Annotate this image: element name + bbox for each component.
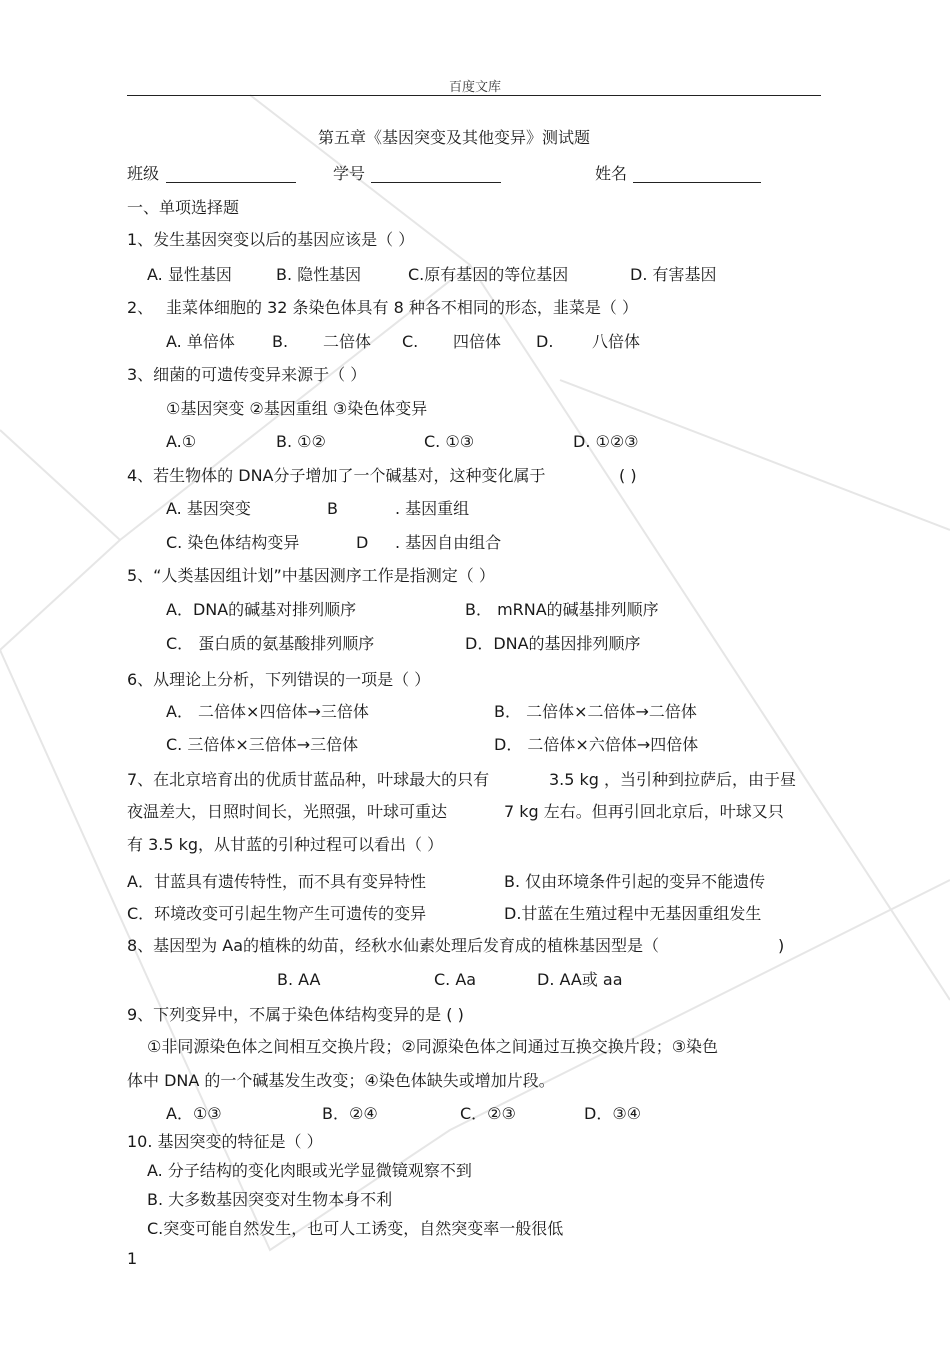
q7-line3: 有 3.5 kg，从甘蓝的引种过程可以看出（ ） [127, 835, 444, 854]
q5-option-d: D．DNA的基因排列顺序 [465, 634, 641, 653]
student-id-blank [371, 168, 501, 183]
q10-option-c: C.突变可能自然发生，也可人工诱变，自然突变率一般很低 [147, 1219, 564, 1238]
section-heading: 一、单项选择题 [127, 198, 240, 217]
q6-stem: 6、从理论上分析，下列错误的一项是（ ） [127, 670, 431, 689]
q6-option-b: B． 二倍体×二倍体→二倍体 [494, 702, 697, 721]
header-rule [127, 95, 821, 96]
q4-option-d-text: . 基因自由组合 [395, 533, 502, 552]
q9-stem: 9、下列变异中，不属于染色体结构变异的是 ( ) [127, 1005, 464, 1024]
q3-option-d: D. ①②③ [573, 432, 639, 451]
q4-option-a: A. 基因突变 [166, 499, 251, 518]
q3-option-b: B. ①② [276, 432, 326, 451]
page-title: 第五章《基因突变及其他变异》测试题 [318, 128, 591, 147]
q4-option-b: B [327, 499, 338, 518]
name-label: 姓名 [595, 164, 628, 183]
q5-option-b: B． mRNA的碱基排列顺序 [465, 600, 659, 619]
q8-option-d: D. AA或 aa [537, 970, 623, 989]
header-site-name: 百度文库 [448, 80, 501, 95]
q2-number: 2、 [127, 298, 154, 317]
class-label: 班级 [127, 164, 160, 183]
q2-option-b-text: 二倍体 [323, 332, 372, 351]
q4-option-d: D [356, 533, 369, 552]
q7-option-c: C．环境改变可引起生物产生可遗传的变异 [127, 904, 427, 923]
q1-stem: 1、发生基因突变以后的基因应该是（ ） [127, 230, 415, 249]
q7-line1: 7、在北京培育出的优质甘蓝品种，叶球最大的只有 [127, 770, 490, 789]
q2-option-a: A. 单倍体 [166, 332, 235, 351]
q4-paren: ( ) [619, 466, 637, 485]
q3-option-a: A.① [166, 432, 197, 451]
class-blank [166, 168, 296, 183]
q6-option-c: C. 三倍体×三倍体→三倍体 [166, 735, 359, 754]
q2-option-d-text: 八倍体 [592, 332, 641, 351]
q7-line1-cont: 3.5 kg ，当引种到拉萨后，由于昼 [549, 770, 797, 789]
page-number: 1 [127, 1249, 138, 1268]
q2-stem: 韭菜体细胞的 32 条染色体具有 8 种各不相同的形态，韭菜是（ ） [166, 298, 638, 317]
q1-option-b: B. 隐性基因 [276, 265, 362, 284]
q7-line2: 夜温差大，日照时间长，光照强，叶球可重达 [127, 802, 448, 821]
q10-option-b: B. 大多数基因突变对生物本身不利 [147, 1190, 393, 1209]
q2-option-d: D. [536, 332, 554, 351]
q4-option-b-text: . 基因重组 [395, 499, 470, 518]
student-id-label: 学号 [333, 164, 366, 183]
q2-option-c: C. [402, 332, 419, 351]
q10-option-a: A. 分子结构的变化肉眼或光学显微镜观察不到 [147, 1161, 472, 1180]
name-blank [633, 168, 761, 183]
q9-items-line2: 体中 DNA 的一个碱基发生改变；④染色体缺失或增加片段。 [127, 1071, 555, 1090]
q7-option-b: B. 仅由环境条件引起的变异不能遗传 [504, 872, 766, 891]
q8-stem: 8、基因型为 Aa的植株的幼苗，经秋水仙素处理后发育成的植株基因型是（ [127, 936, 660, 955]
q5-option-a: A．DNA的碱基对排列顺序 [166, 600, 357, 619]
q1-option-a: A. 显性基因 [147, 265, 232, 284]
q2-option-c-text: 四倍体 [453, 332, 502, 351]
q1-option-c: C.原有基因的等位基因 [408, 265, 569, 284]
q4-stem: 4、若生物体的 DNA分子增加了一个碱基对，这种变化属于 [127, 466, 546, 485]
q5-stem: 5、“人类基因组计划”中基因测序工作是指测定（ ） [127, 566, 495, 585]
q10-stem: 10. 基因突变的特征是（ ） [127, 1132, 323, 1151]
q5-option-c: C． 蛋白质的氨基酸排列顺序 [166, 634, 375, 653]
q9-option-d: D．③④ [584, 1104, 642, 1123]
q6-option-d: D． 二倍体×六倍体→四倍体 [494, 735, 699, 754]
q7-option-d: D.甘蓝在生殖过程中无基因重组发生 [504, 904, 762, 923]
q7-line2-cont: 7 kg 左右。但再引回北京后，叶球又只 [504, 802, 784, 821]
q3-option-c: C. ①③ [424, 432, 475, 451]
q8-paren: ) [778, 936, 785, 955]
q2-option-b: B. [272, 332, 289, 351]
q8-option-b: B. AA [277, 970, 321, 989]
q9-option-b: B．②④ [322, 1104, 378, 1123]
q1-option-d: D. 有害基因 [630, 265, 717, 284]
q3-stem: 3、细菌的可遗传变异来源于（ ） [127, 365, 367, 384]
q9-items-line1: ①非同源染色体之间相互交换片段；②同源染色体之间通过互换交换片段；③染色 [147, 1037, 719, 1056]
q9-option-c: C．②③ [460, 1104, 516, 1123]
q7-option-a: A．甘蓝具有遗传特性，而不具有变异特性 [127, 872, 426, 891]
q3-items: ①基因突变 ②基因重组 ③染色体变异 [166, 399, 428, 418]
q9-option-a: A．①③ [166, 1104, 222, 1123]
q8-option-c: C. Aa [434, 970, 477, 989]
q6-option-a: A． 二倍体×四倍体→三倍体 [166, 702, 369, 721]
q4-option-c: C. 染色体结构变异 [166, 533, 300, 552]
